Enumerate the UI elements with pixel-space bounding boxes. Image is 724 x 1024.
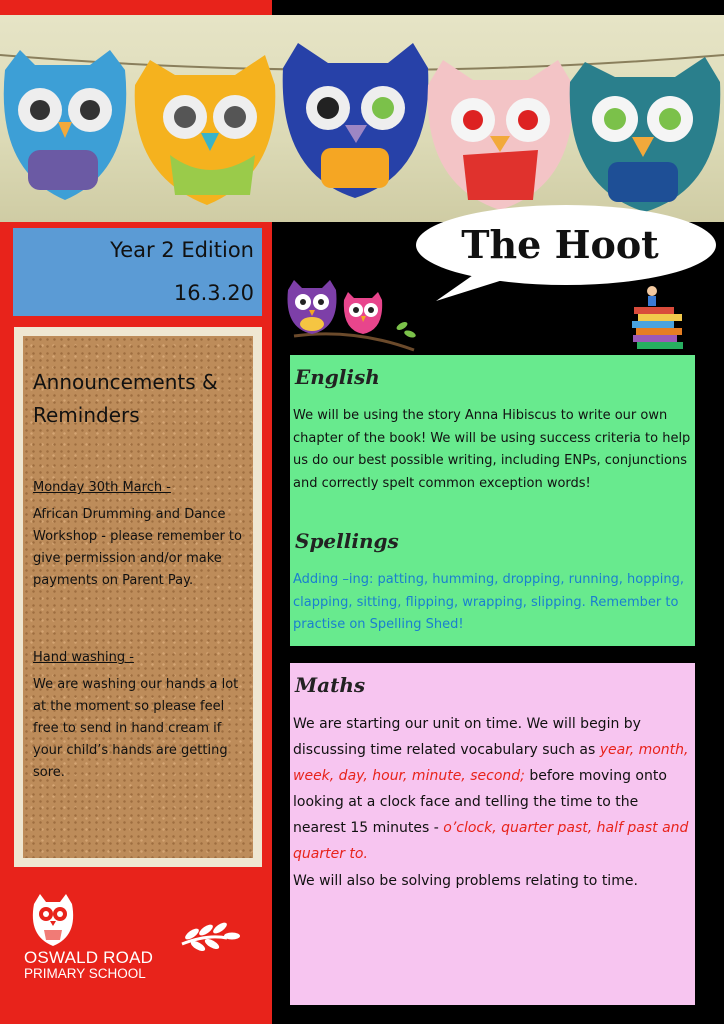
maths-text-2: before moving onto looking at a clock face and telling the time to the nearest 15 minutes -: [293, 768, 667, 836]
owls-on-branch-icon: [284, 278, 424, 354]
announcement-1-heading: Monday 30th March -: [33, 480, 171, 495]
spellings-heading: Spellings: [295, 529, 399, 553]
announcements-title: Announcements & Reminders: [33, 370, 218, 427]
school-name-line1: OSWALD ROAD: [24, 948, 154, 967]
maths-vocabulary: year, month, week, day, hour, minute, second;: [293, 742, 689, 784]
maths-time-terms: o’clock, quarter past, half past and quarter to.: [293, 820, 689, 862]
edition-title: Year 2 Edition: [110, 238, 254, 262]
edition-date: 16.3.20: [173, 281, 254, 305]
maths-closing: We will also be solving problems relating to time.: [293, 873, 638, 889]
maths-section: [290, 663, 695, 1005]
maths-heading: Maths: [295, 673, 366, 697]
maths-text-1: We are starting our unit on time. We will begin by discussing time related vocabulary such as: [293, 716, 641, 758]
announcement-2-body: We are washing our hands a lot at the moment so please feel free to send in hand cream if your child’s hands are getting sore.: [33, 677, 239, 780]
english-section: [290, 355, 695, 646]
owl-bunting-illustration: [0, 15, 724, 222]
newsletter-title: The Hoot: [461, 222, 659, 267]
school-name-line2: PRIMARY SCHOOL: [24, 966, 146, 981]
english-heading: English: [295, 365, 380, 389]
owl-banner-image: [0, 15, 724, 222]
announcement-1-body: African Drumming and Dance Workshop - please remember to give permission and/or make payments on Parent Pay.: [33, 507, 242, 588]
cork-background: [23, 336, 253, 858]
edition-box: [13, 228, 262, 316]
owl-logo-icon: [22, 894, 252, 954]
maths-body: [293, 711, 693, 867]
book-stack-icon: [628, 283, 690, 353]
spellings-body: Adding –ing: patting, humming, dropping, running, hopping, clapping, sitting, flipping, wrapping, slipping. Remember to practise on Spelling Shed!: [293, 572, 684, 632]
announcement-2-heading: Hand washing -: [33, 650, 134, 665]
english-body: We will be using the story Anna Hibiscus to write our own chapter of the book! We will be using success criteria to help us do our best possible writing, including ENPs, conjunctions and correctly spelt common exception words!: [293, 408, 691, 491]
announcements-board: [14, 327, 262, 867]
